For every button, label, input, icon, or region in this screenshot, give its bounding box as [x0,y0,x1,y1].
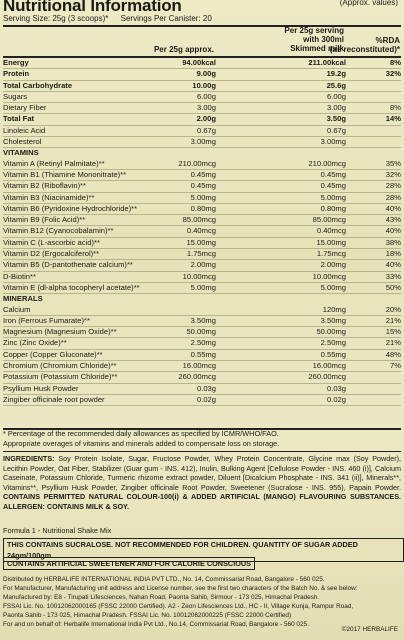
value-per-25g: 2.00mg [190,260,216,270]
nutrient-name: Sugars [3,91,28,101]
distributor-line: Distributed by HERBALIFE INTERNATIONAL INDIA PVT LTD., No. 14, Commissariat Road, Bangalore - 560 025. [3,576,325,583]
nutrient-row [3,238,401,249]
col3-line1: %RDA [375,36,400,45]
nutrient-row [3,215,401,226]
footnote-rda: * Percentage of the recommended daily allowances as specified by ICMR/WHO/FAO. [3,429,279,438]
value-with-milk: 3.50mg [320,315,346,325]
nutrient-row [3,103,401,114]
value-rda: 32% [385,169,401,179]
value-per-25g: 0.55mg [190,349,216,359]
value-with-milk: 0.45mg [320,169,346,179]
ingredients-text: Soy Protein Isolate, Sugar, Fructose Powder, Whey Protein Concentrate, Glycine max (Soy Powder), Lecithin Powder, Oat Fiber, Stabilizer (Guar gum - INS. 412), Inulin, Bulking Agent [Cellulose Powder - INS. 460 (i)], Calcium Caseinate, Potassium Chloride, Turmeric rhizome extract powder, Diluent [Dicalcium Phosphate - INS. 341 (ii)], Minerals**, Vitamins**, Psyllium Husk Powder, Zingiber officinale Root Powder, Sweetener (Sucralose - INS. 955), Papain Powder. [3,454,402,492]
nutrient-row [3,272,401,283]
distributor-line: For Manufacturer, Manufacturing unit address and License number, see the first two characters of the Batch No. & see below: [3,584,358,592]
nutrient-name: Dietary Fiber [3,103,47,113]
value-per-25g: 10.00mcg [182,271,216,281]
value-rda: 33% [385,271,401,281]
nutrient-name: Calcium [3,304,31,314]
nutrient-name: Vitamin B3 (Niacinamide)** [3,192,95,202]
nutrient-name: Vitamin E (dl-alpha tocopheryl acetate)** [3,282,140,292]
distributor-line: Manufactured by: E8 - Tirupati Lifesciences, Nahan Road, Paonta Sahib, Sirmour - 173 025, Himachal Pradesh. [3,593,320,601]
nutrient-name: Energy [3,58,29,67]
serving-info [3,14,222,23]
value-with-milk: 0.40mcg [316,226,346,236]
ingredients-rule [3,451,401,452]
nutrient-name: Vitamin B9 (Folic Acid)** [3,215,86,225]
value-with-milk: 15.00mg [316,237,346,247]
nutrient-name: Zingiber officinale root powder [3,394,105,404]
nutrient-name: Linoleic Acid [3,125,46,135]
value-with-milk: 2.00mg [320,260,346,270]
col2-line1: Per 25g serving [284,26,344,35]
value-per-25g: 15.00mg [186,237,216,247]
footnote-overages: Appropriate overages of vitamins and minerals added to compensate loss on storage. [3,439,280,448]
nutrient-name: Total Fat [3,114,35,124]
value-per-25g: 5.00mg [190,282,216,292]
nutrient-row [3,126,401,137]
distributor-line: FSSAI Lic. No. 10012062000165 (FSSC 22000 Certified). A2 - Zeon Lifesciences Ltd., HC - II, Village Kunja, Rampur Road, [3,602,354,610]
nutrient-row [3,260,401,271]
value-per-25g: 0.67g [196,125,216,135]
value-rda: 8% [390,58,401,67]
sweetener-warning-box: CONTAINS ARTIFICIAL SWEETENER AND FOR CALORIE CONSCIOUS [3,557,255,570]
formula-name: Formula 1 - Nutritional Shake Mix [3,526,112,535]
value-rda: 15% [385,327,401,337]
nutrient-row [3,226,401,237]
col3-line2: (as reconstituted)* [329,45,400,54]
column-header-per-25g: Per 25g approx. [153,45,214,54]
nutrition-table [3,58,401,406]
value-rda: 21% [385,315,401,325]
nutrient-name: D-Biotin** [3,271,36,281]
nutrient-name: Potassium (Potassium Chloride)** [3,372,118,382]
value-with-milk: 10.00mcg [312,271,346,281]
nutrient-name: MINERALS [3,294,43,304]
value-with-milk: 3.00g [326,103,346,113]
value-per-25g: 3.50mg [190,315,216,325]
value-with-milk: 0.67g [326,125,346,135]
value-with-milk: 5.00mg [320,282,346,292]
value-per-25g: 2.50mg [190,338,216,348]
section-heading [3,294,401,304]
nutrient-row [3,69,401,80]
value-per-25g: 210.00mcg [178,158,216,168]
value-rda: 20% [385,304,401,314]
value-with-milk: 25.6g [326,80,346,90]
value-with-milk: 0.02g [326,394,346,404]
value-rda: 40% [385,260,401,270]
value-per-25g: 2.00g [196,114,216,124]
footnotes [3,429,401,449]
nutrient-row [3,137,401,148]
value-with-milk: 120mg [322,304,346,314]
nutrient-row [3,170,401,181]
value-rda: 35% [385,158,401,168]
value-per-25g: 0.02g [196,394,216,404]
value-per-25g: 9.00g [196,69,216,79]
nutrient-row [3,159,401,170]
value-per-25g: 10.00g [192,80,216,90]
nutrient-name: Iron (Ferrous Fumarate)** [3,315,90,325]
distributor-info [3,576,401,629]
value-with-milk: 1.75mcg [316,249,346,259]
nutrient-row [3,338,401,349]
nutrient-row [3,350,401,361]
value-with-milk: 19.2g [326,69,346,79]
value-rda: 43% [385,215,401,225]
value-rda: 40% [385,203,401,213]
nutrient-name: Vitamin B5 (D-pantothenate calcium)** [3,260,133,270]
value-per-25g: 0.40mcg [186,226,216,236]
col2-line2: with 300ml [303,35,344,44]
nutrient-row [3,193,401,204]
nutrient-name: Total Carbohydrate [3,80,73,90]
nutrient-name: VITAMINS [3,148,39,158]
value-with-milk: 0.45mg [320,181,346,191]
nutrient-name: Vitamin D2 (Ergocalciferol)** [3,249,100,259]
value-rda: 14% [385,114,401,124]
value-with-milk: 0.03g [326,383,346,393]
value-rda: 28% [385,192,401,202]
label-title: Nutritional Information [3,0,182,15]
nutrient-name: Vitamin B12 (Cyanocobalamin)** [3,226,114,236]
nutrient-row [3,395,401,406]
nutrient-row [3,305,401,316]
value-with-milk: 3.50g [326,114,346,124]
value-per-25g: 1.75mcg [186,249,216,259]
value-with-milk: 5.00mg [320,192,346,202]
nutrient-row [3,249,401,260]
value-with-milk: 16.00mcg [312,361,346,371]
value-with-milk: 3.00mg [320,137,346,147]
value-per-25g: 3.00g [196,103,216,113]
value-rda: 32% [385,69,401,79]
nutrient-row [3,316,401,327]
nutrient-name: Protein [3,69,30,79]
col2-line3: Skimmed milk [290,44,344,53]
value-per-25g: 0.80mg [190,203,216,213]
servings-per-canister: Servings Per Canister: 20 [120,14,212,23]
sucralose-warning-box: THIS CONTAINS SUCRALOSE. NOT RECOMMENDED FOR CHILDREN. QUANTITY OF SUGAR ADDED 24gm/100gm [3,538,404,562]
value-rda: 21% [385,338,401,348]
approx-values-note: (Approx. values) [339,0,398,7]
nutrient-row [3,327,401,338]
nutrient-name: Chromium (Chromium Chloride)** [3,361,117,371]
value-per-25g: 0.45mg [190,181,216,191]
value-per-25g: 5.00mg [190,192,216,202]
nutrient-row [3,92,401,103]
serving-size: Serving Size: 25g (3 scoops)* [3,14,109,23]
nutrient-row [3,372,401,383]
column-header-rda [330,36,400,54]
value-with-milk: 50.00mg [316,327,346,337]
ingredients-label: INGREDIENTS: [3,454,55,463]
value-per-25g: 6.00g [196,91,216,101]
nutrient-name: Magnesium (Magnesium Oxide)** [3,327,117,337]
value-rda: 8% [390,103,401,113]
nutrient-row [3,283,401,294]
nutrient-name: Vitamin A (Retinyl Palmitate)** [3,158,105,168]
nutrient-row [3,361,401,372]
distributor-line: For and on behalf of: Herbalife International India Pvt Ltd., No.14, Commissariat Road, Bangalore - 560 025. [3,620,309,628]
distributor-line: Paonta Sahib - 173 025, Himachal Pradesh. FSSAI Lic. No. 10012062000225 (FSSC 22000 Certified) [3,611,292,619]
value-with-milk: 210.00mcg [308,158,346,168]
value-with-milk: 211.00kcal [308,58,346,67]
value-per-25g: 50.00mg [186,327,216,337]
value-per-25g: 85.00mcg [182,215,216,225]
value-with-milk: 6.00g [326,91,346,101]
value-with-milk: 0.80mg [320,203,346,213]
nutrient-row [3,181,401,192]
nutrient-row [3,58,401,69]
nutrient-name: Copper (Copper Gluconate)** [3,349,103,359]
nutrient-name: Vitamin B2 (Riboflavin)** [3,181,87,191]
value-per-25g: 0.45mg [190,169,216,179]
nutrient-name: Vitamin C (L-ascorbic acid)** [3,237,100,247]
nutrient-row [3,204,401,215]
value-rda: 48% [385,349,401,359]
value-per-25g: 94.00kcal [182,58,216,67]
copyright: ©2017 HERBALIFE [341,626,398,633]
value-per-25g: 260.00mcg [178,372,216,382]
nutrient-name: Cholesterol [3,137,42,147]
value-rda: 38% [385,237,401,247]
value-rda: 40% [385,226,401,236]
value-with-milk: 2.50mg [320,338,346,348]
value-per-25g: 16.00mcg [182,361,216,371]
nutrient-row [3,81,401,92]
value-with-milk: 260.00mcg [308,372,346,382]
nutrient-name: Vitamin B1 (Thiamine Mononitrate)** [3,169,127,179]
value-rda: 50% [385,282,401,292]
nutrient-row [3,384,401,395]
value-per-25g: 3.00mg [190,137,216,147]
value-with-milk: 0.55mg [320,349,346,359]
value-rda: 18% [385,249,401,259]
value-with-milk: 85.00mcg [312,215,346,225]
section-heading [3,148,401,158]
nutrient-row [3,114,401,125]
value-per-25g: 0.03g [196,383,216,393]
ingredients-block [3,454,401,511]
value-rda: 28% [385,181,401,191]
ingredients-contains: CONTAINS PERMITTED NATURAL COLOUR-100(i) & ADDED ARTIFICIAL (MANGO) FLAVOURING SUBSTANCES. ALLERGEN: CONTAINS MILK & SOY. [3,492,401,511]
value-rda: 7% [390,361,401,371]
nutrient-name: Vitamin B6 (Pyridoxine Hydrochloride)** [3,203,138,213]
nutrient-name: Psyllium Husk Powder [3,383,79,393]
nutrient-name: Zinc (Zinc Oxide)** [3,338,67,348]
